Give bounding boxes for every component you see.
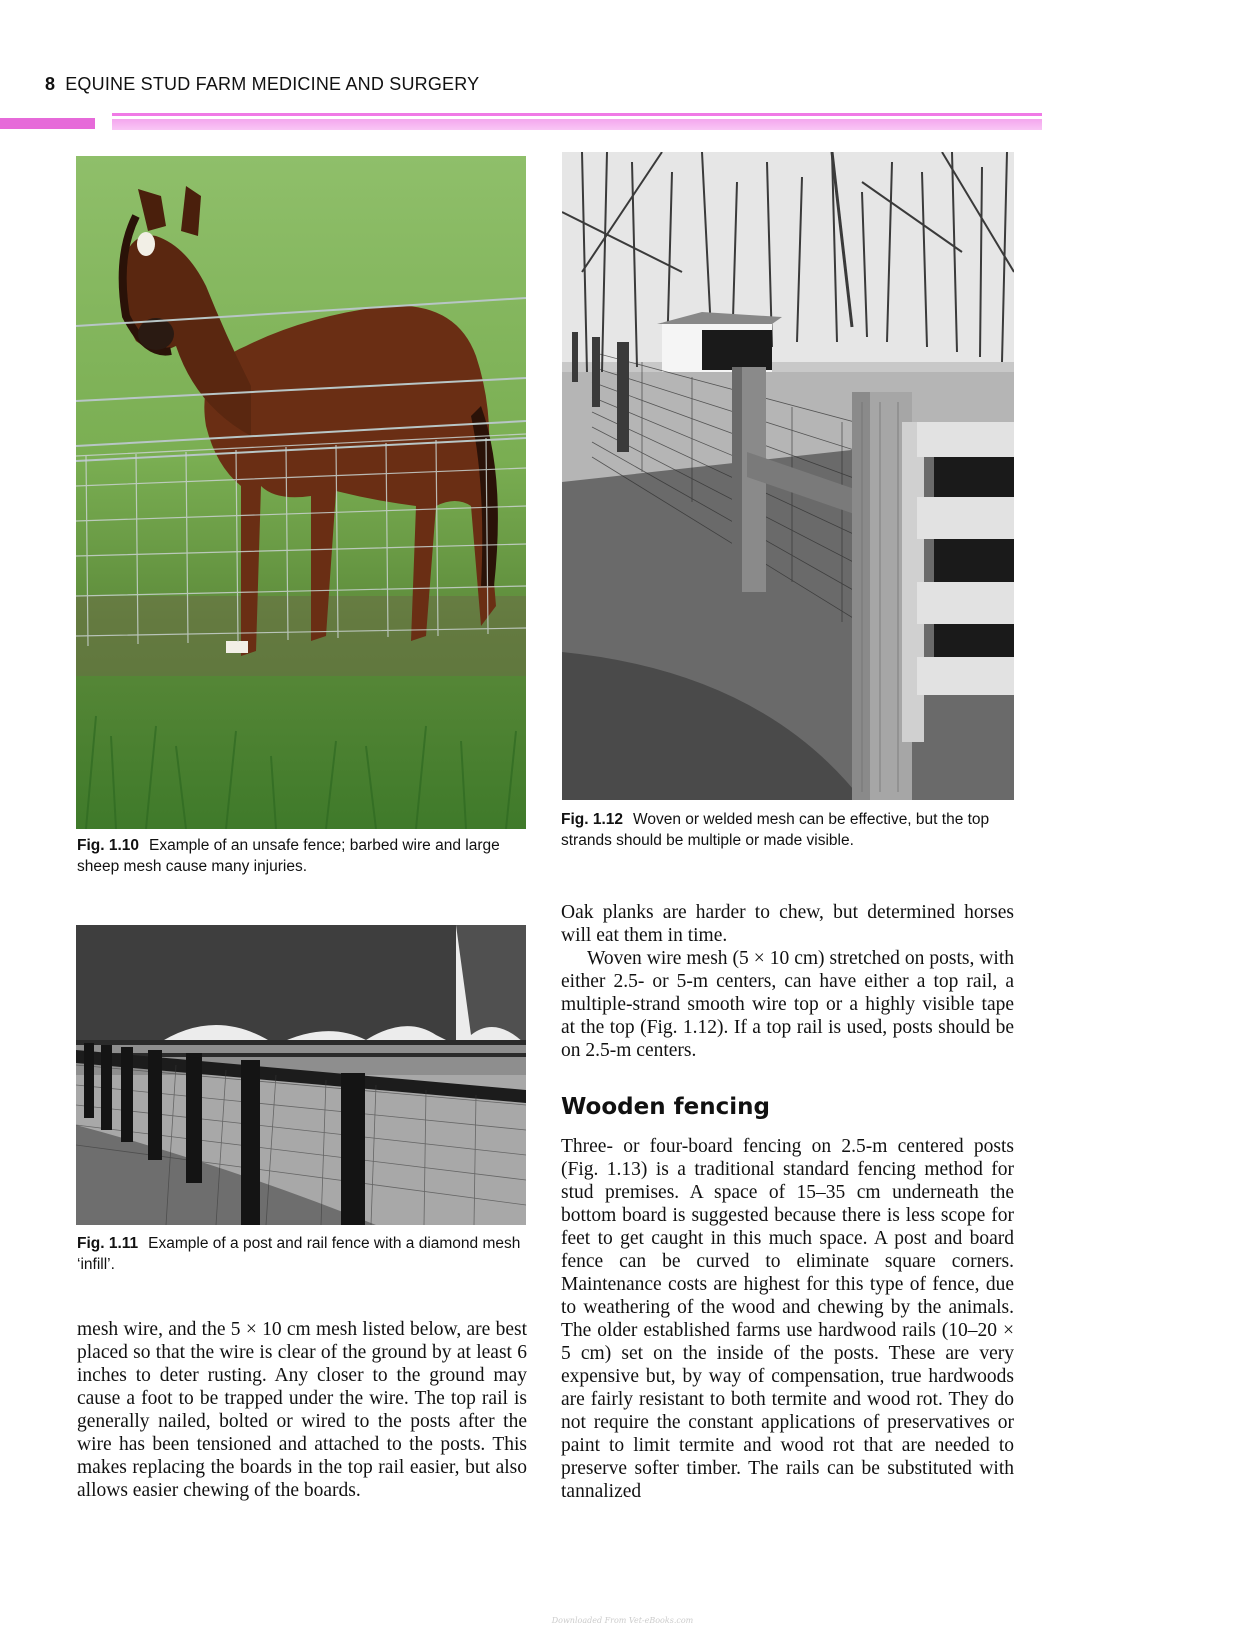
right-column-text-top [561,901,1014,1062]
figure-1-12-caption [561,809,1016,851]
figure-1-10-photo [76,156,526,829]
page-number: 8 [45,74,56,94]
header-rule-short [0,118,95,129]
section-heading: Wooden fencing [561,1094,770,1120]
paragraph: Woven wire mesh (5 × 10 cm) stretched on posts, with either 2.5- or 5-m centers, can have either a top rail, a multiple-strand smooth wire top or a highly visible tape at the top (Fig. 1.12). If a top rail is used, posts should be on 2.5-m centers. [561,948,1014,1061]
caption-text: Woven or welded mesh can be effective, but the top strands should be multiple or made visible. [561,811,990,849]
figure-1-11-caption [77,1233,527,1275]
right-column-text-bottom [561,1135,1014,1503]
caption-text: Example of a post and rail fence with a diamond mesh ‘infill’. [77,1235,521,1273]
figure-1-10-caption [77,835,527,877]
left-column-text [77,1318,527,1502]
running-head [45,74,479,95]
paragraph: Three- or four-board fencing on 2.5-m centered posts (Fig. 1.13) is a traditional standard fencing method for stud premises. A space of 15–35 cm underneath the bottom board is suggested because there is less scope for feet to get caught in this much space. A post and board fence can be curved to eliminate square corners. Maintenance costs are highest for this type of fence, due to weathering of the wood and chewing by the animals. The older established farms use hardwood rails (10–20 × 5 cm) set on the inside of the posts. These are very expensive but, by way of compensation, true hardwoods are fairly resistant to both termite and wood rot. They do not require the constant applications of preservatives or paint to limit termite and wood rot that are needed to preserve softer timber. The rails can be substituted with tannalized [561,1136,1014,1502]
header-rule-long [112,113,1042,130]
figure-1-12-photo [562,152,1014,800]
paragraph: Oak planks are harder to chew, but determined horses will eat them in time. [561,902,1014,946]
running-title: EQUINE STUD FARM MEDICINE AND SURGERY [65,74,480,94]
figure-number: Fig. 1.11 [77,1235,139,1252]
download-watermark: Downloaded From Vet-eBooks.com [551,1616,694,1625]
caption-text: Example of an unsafe fence; barbed wire and large sheep mesh cause many injuries. [77,837,500,875]
figure-number: Fig. 1.10 [77,837,140,854]
figure-1-11-photo [76,925,526,1225]
figure-number: Fig. 1.12 [561,811,624,828]
paragraph: mesh wire, and the 5 × 10 cm mesh listed below, are best placed so that the wire is clear of the ground by at least 6 inches to deter rusting. Any closer to the ground may cause a foot to be trapped under the wire. The top rail is generally nailed, bolted or wired to the posts after the wire has been tensioned and attached to the posts. This makes replacing the boards in the top rail easier, but also allows easier chewing of the boards. [77,1319,527,1501]
